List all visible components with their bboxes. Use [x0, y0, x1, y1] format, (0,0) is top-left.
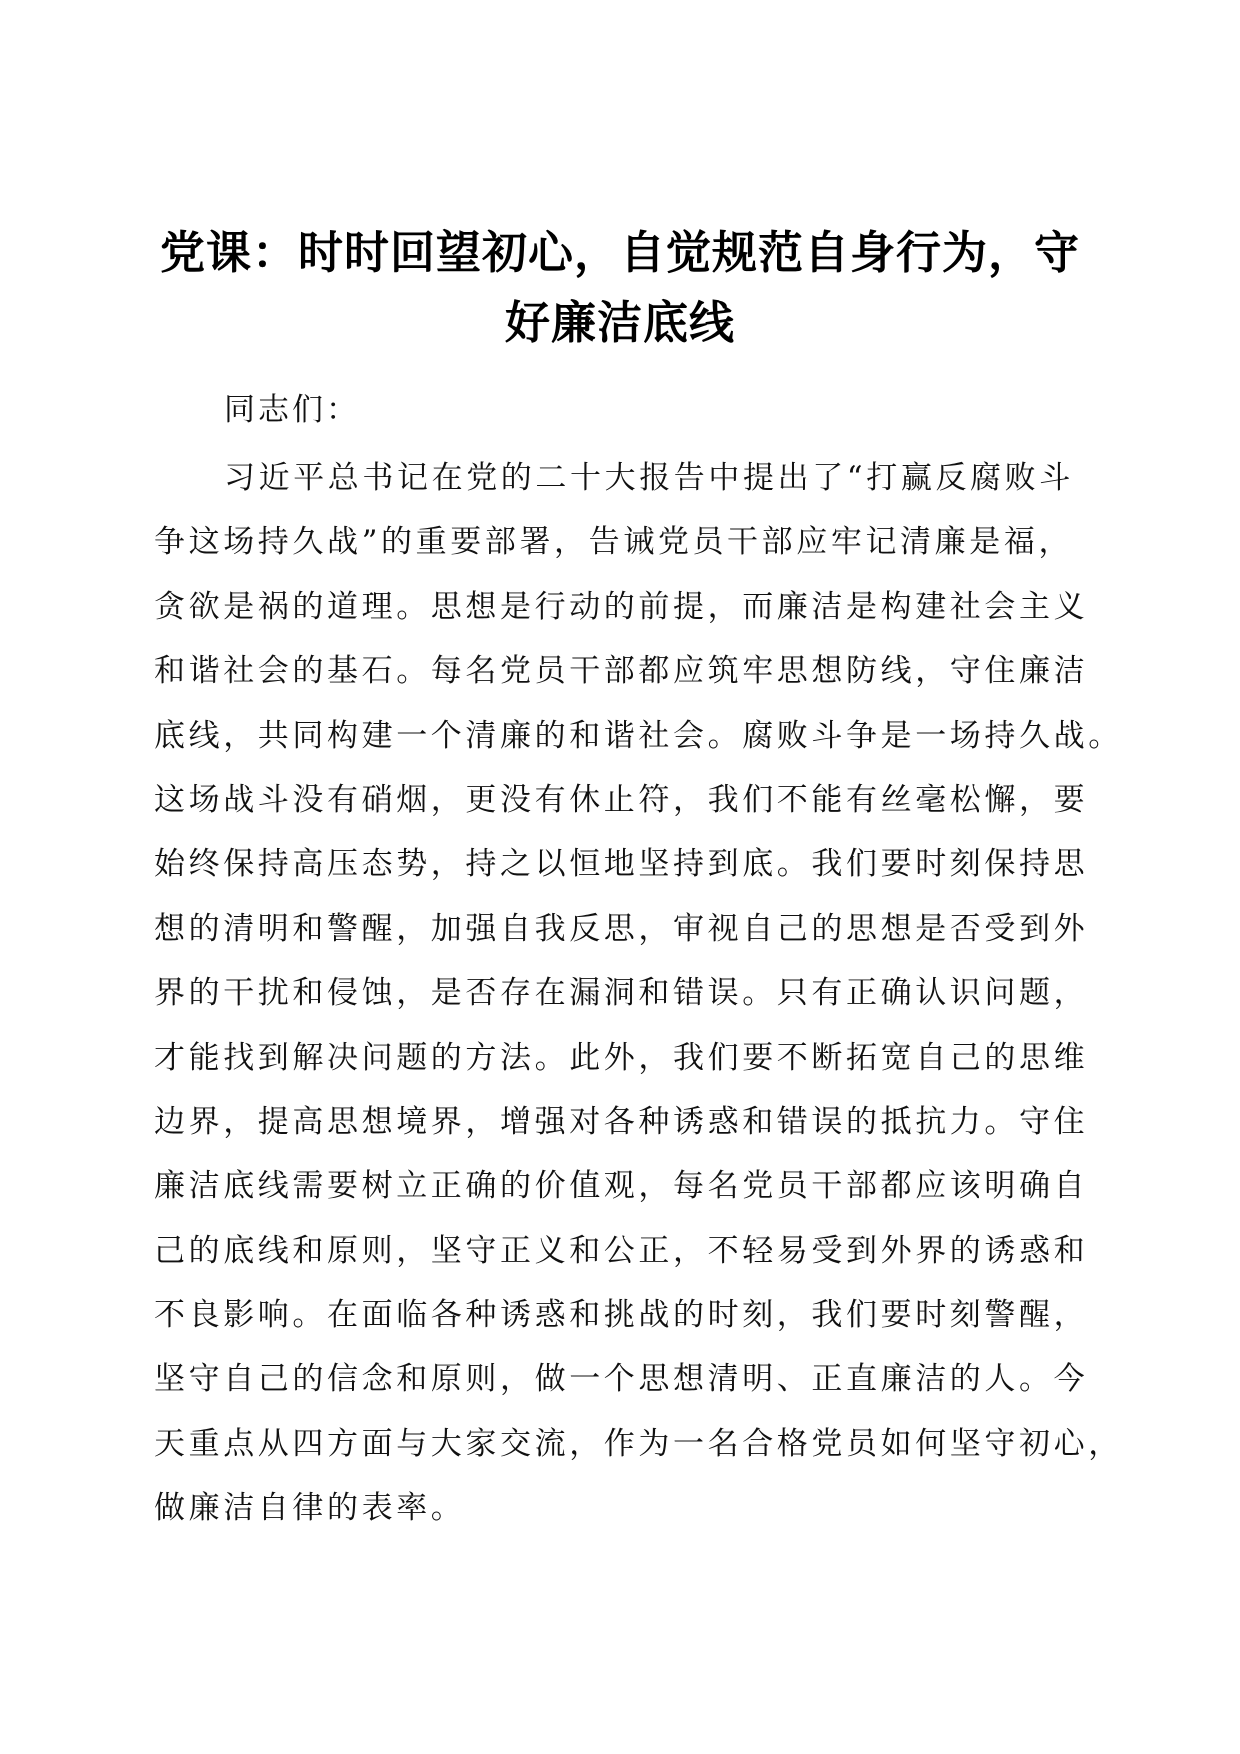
body-paragraph [154, 458, 1123, 1553]
body-line: 界的干扰和侵蚀，是否存在漏洞和错误。只有正确认识问题， [154, 975, 1089, 1012]
body-line: 不良影响。在面临各种诱惑和挑战的时刻，我们要时刻警醒， [154, 1297, 1089, 1334]
body-line: 天重点从四方面与大家交流，作为一名合格党员如何坚守初心， [154, 1425, 1123, 1462]
salutation: 同志们： [224, 392, 360, 428]
body-line: 底线，共同构建一个清廉的和谐社会。腐败斗争是一场持久战。 [154, 717, 1123, 754]
document-title [150, 218, 1090, 358]
body-line: 坚守自己的信念和原则，做一个思想清明、正直廉洁的人。今 [154, 1361, 1089, 1398]
body-line: 己的底线和原则，坚守正义和公正，不轻易受到外界的诱惑和 [154, 1232, 1089, 1269]
body-line: 才能找到解决问题的方法。此外，我们要不断拓宽自己的思维 [154, 1039, 1089, 1076]
body-line: 廉洁底线需要树立正确的价值观，每名党员干部都应该明确自 [154, 1168, 1089, 1205]
body-line: 边界，提高思想境界，增强对各种诱惑和错误的抵抗力。守住 [154, 1103, 1089, 1140]
title-line-1: 党课：时时回望初心，自觉规范自身行为，守 [159, 226, 1080, 279]
body-line: 始终保持高压态势，持之以恒地坚持到底。我们要时刻保持思 [154, 846, 1089, 883]
body-line: 想的清明和警醒，加强自我反思，审视自己的思想是否受到外 [154, 910, 1089, 947]
title-line-2: 好廉洁底线 [504, 296, 735, 349]
body-line: 做廉洁自律的表率。 [154, 1490, 466, 1527]
body-line: 这场战斗没有硝烟，更没有休止符，我们不能有丝毫松懈，要 [154, 781, 1089, 818]
body-line: 贪欲是祸的道理。思想是行动的前提，而廉洁是构建社会主义 [154, 588, 1089, 625]
body-line: 争这场持久战”的重要部署，告诫党员干部应牢记清廉是福， [154, 524, 1074, 561]
body-line: 和谐社会的基石。每名党员干部都应筑牢思想防线，守住廉洁 [154, 653, 1089, 690]
body-line: 习近平总书记在党的二十大报告中提出了“打赢反腐败斗 [224, 460, 1074, 496]
